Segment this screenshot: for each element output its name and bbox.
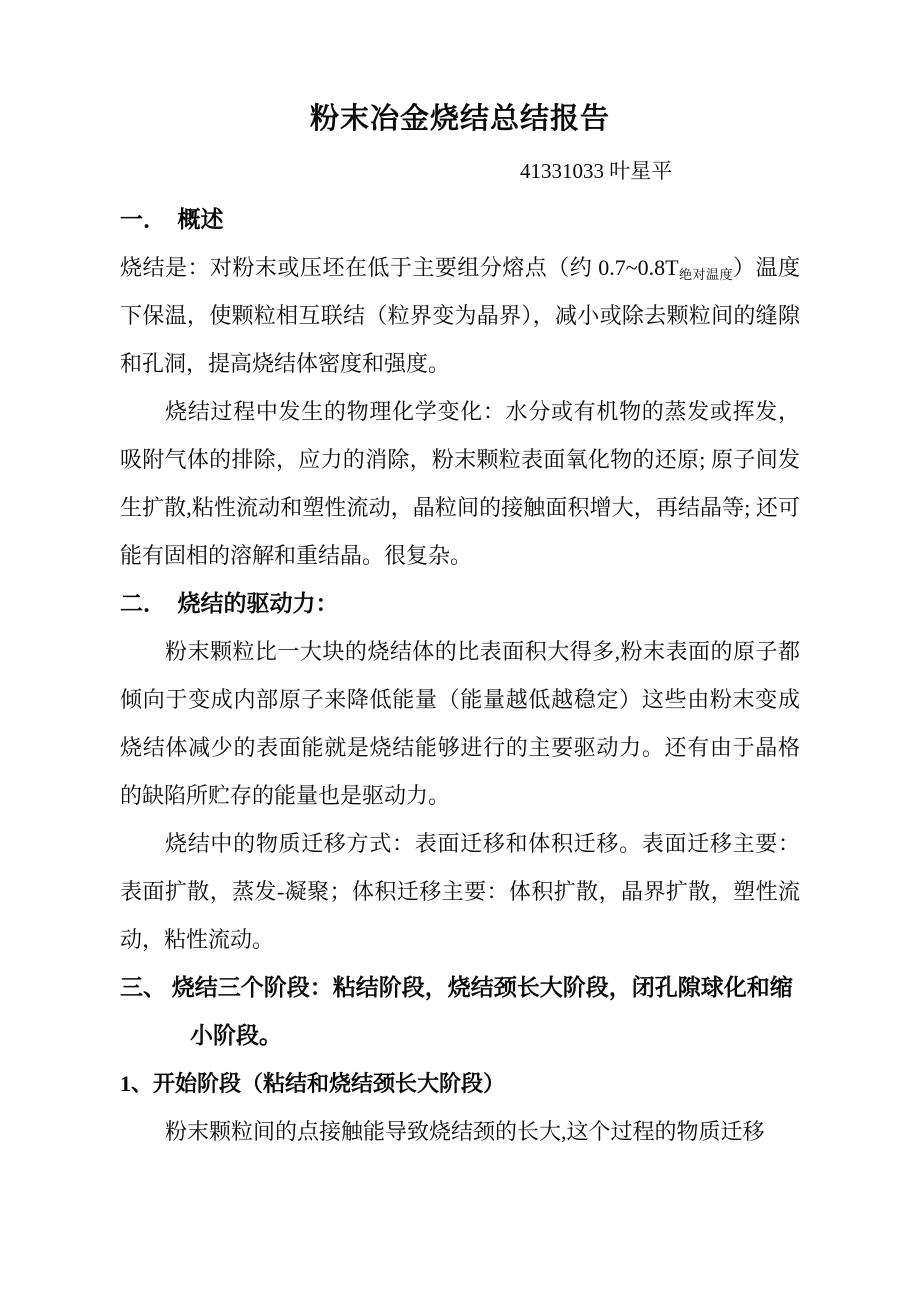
text-run-definition-before: 烧结是：对粉末或压坯在低于主要组分熔点（约 0.7~0.8T	[120, 255, 679, 280]
text-run-definition-after: ）温度下保温，使颗粒相互联结（粒界变为晶界），减小或除去颗粒间的缝隙和孔洞，提高烧结体密度和强度。	[120, 255, 800, 376]
document-title: 粉末冶金烧结总结报告	[309, 103, 610, 135]
paragraph-initial-stage: 粉末颗粒间的点接触能导致烧结颈的长大,这个过程的物质迁移	[165, 1119, 765, 1144]
paragraph-mass-transfer: 烧结中的物质迁移方式：表面迁移和体积迁移。表面迁移主要：表面扩散，蒸发-凝聚；体积迁移主要：体积扩散，晶界扩散，塑性流动，粘性流动。	[120, 831, 800, 952]
subscript-absolute-temperature: 绝对温度	[678, 267, 733, 282]
section-2-heading: 二． 烧结的驱动力：	[120, 591, 339, 616]
section-3-heading: 三、 烧结三个阶段：粘结阶段，烧结颈长大阶段，闭孔隙球化和缩小阶段。	[120, 975, 793, 1048]
author-line: 41331033 叶星平	[520, 159, 673, 183]
paragraph-driving-force: 粉末颗粒比一大块的烧结体的比表面积大得多,粉末表面的原子都倾向于变成内部原子来降低能量（能量越低越稳定）这些由粉末变成烧结体减少的表面能就是烧结能够进行的主要驱动力。还有由于晶格的缺陷所贮存的能量也是驱动力。	[120, 639, 800, 808]
section-1-heading: 一． 概述	[120, 207, 224, 232]
paragraph-physical-chemical-changes: 烧结过程中发生的物理化学变化：水分或有机物的蒸发或挥发，吸附气体的排除，应力的消除，粉末颗粒表面氧化物的还原; 原子间发生扩散,粘性流动和塑性流动，晶粒间的接触面积增大，再结晶等; 还可能有固相的溶解和重结晶。很复杂。	[120, 399, 800, 568]
paragraph-sintering-definition	[120, 244, 800, 388]
section-3-subheading-1: 1、开始阶段（粘结和烧结颈长大阶段）	[120, 1071, 506, 1096]
